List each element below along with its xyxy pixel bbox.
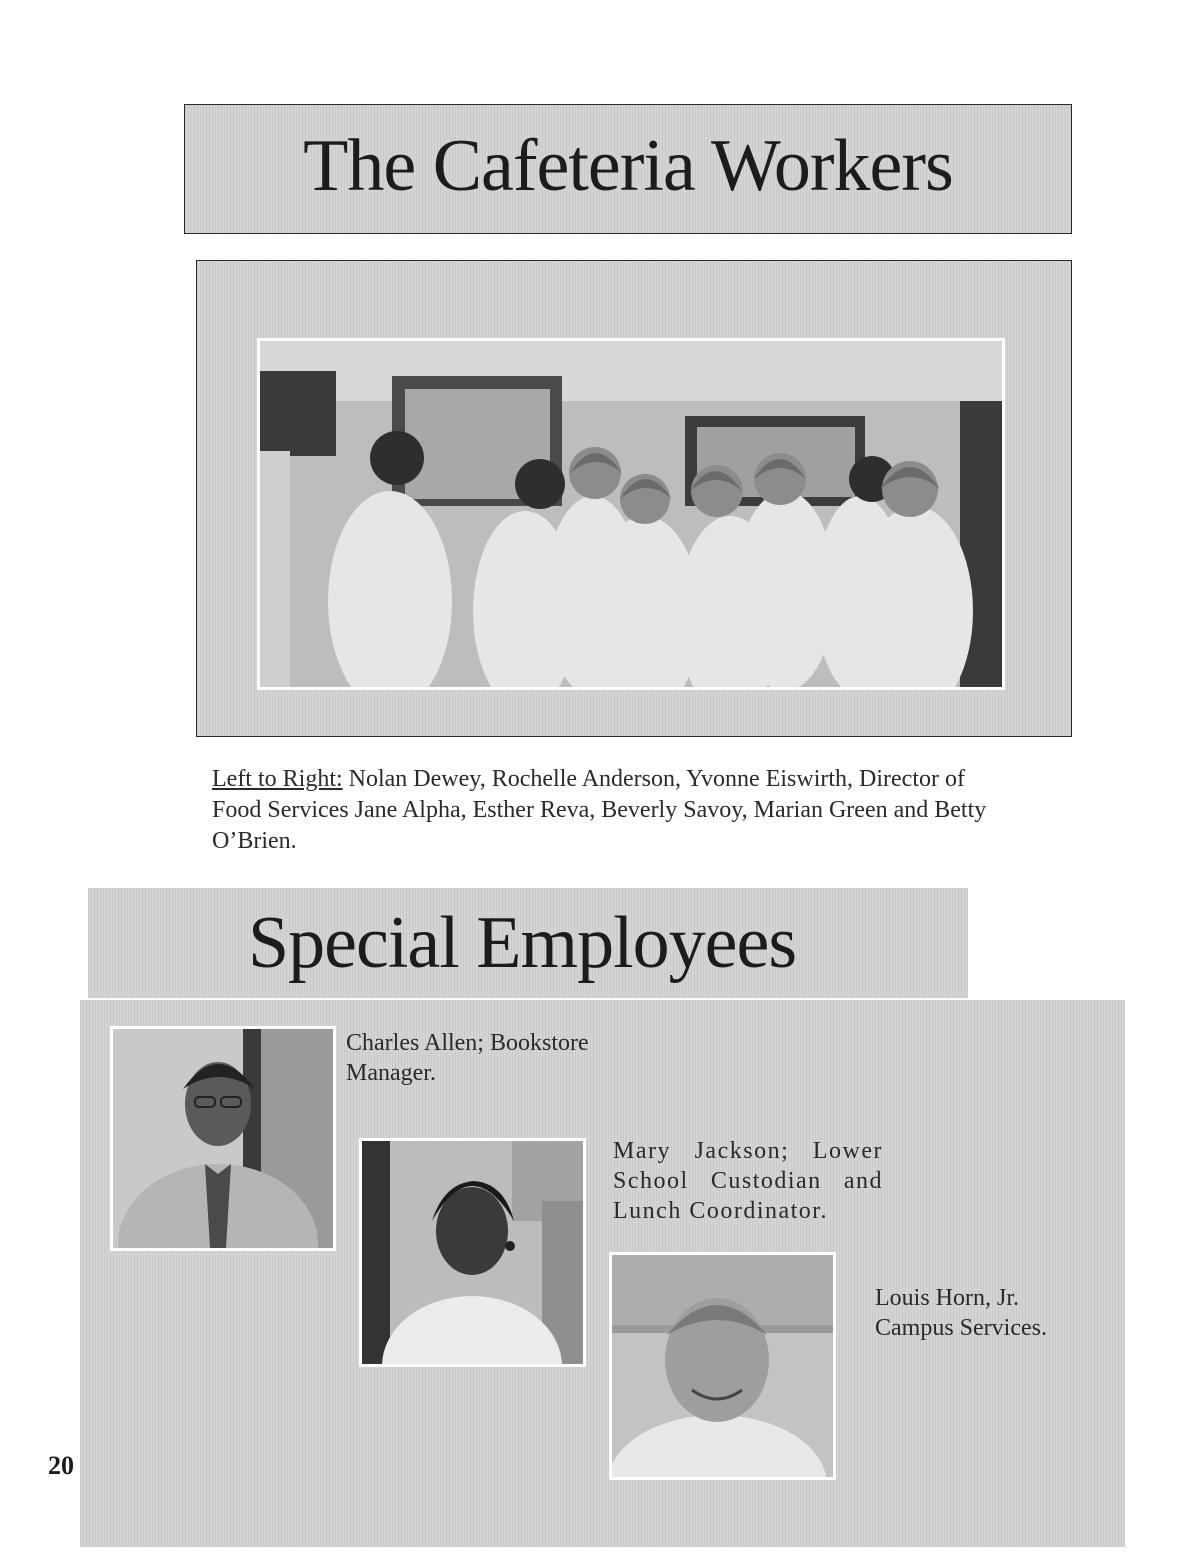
cafeteria-title-box bbox=[184, 104, 1072, 234]
portrait-charles-allen bbox=[110, 1026, 336, 1251]
page-number: 20 bbox=[48, 1451, 74, 1480]
cafeteria-caption bbox=[212, 764, 1012, 857]
cafeteria-title: The Cafeteria Workers bbox=[303, 125, 953, 207]
cafeteria-group-photo bbox=[257, 338, 1005, 690]
portrait-mary-jackson bbox=[359, 1138, 586, 1367]
group-photo-frame bbox=[196, 260, 1072, 737]
special-employees-header bbox=[88, 888, 968, 998]
caption-names: Nolan Dewey, Rochelle Anderson, Yvonne Eiswirth, Director of Food Services Jane Alpha, Esther Reva, Beverly Savoy, Marian Green and Betty O’Brien. bbox=[212, 766, 987, 854]
group-photo-graphic bbox=[260, 341, 1002, 687]
caption-lead: Left to Right: bbox=[212, 766, 343, 792]
portrait-louis-graphic bbox=[612, 1255, 833, 1477]
caption-louis-horn: Louis Horn, Jr. Campus Services. bbox=[875, 1285, 1047, 1341]
portrait-louis-horn bbox=[609, 1252, 836, 1480]
caption-mary-jackson: Mary Jackson; Lower School Custodian and Lunch Coordinator. bbox=[613, 1138, 883, 1224]
portrait-mary-graphic bbox=[362, 1141, 583, 1364]
portrait-charles-graphic bbox=[113, 1029, 333, 1248]
caption-charles-allen: Charles Allen; Bookstore Manager. bbox=[346, 1030, 589, 1086]
special-employees-panel bbox=[80, 1000, 1125, 1547]
special-employees-title: Special Employees bbox=[248, 902, 797, 984]
